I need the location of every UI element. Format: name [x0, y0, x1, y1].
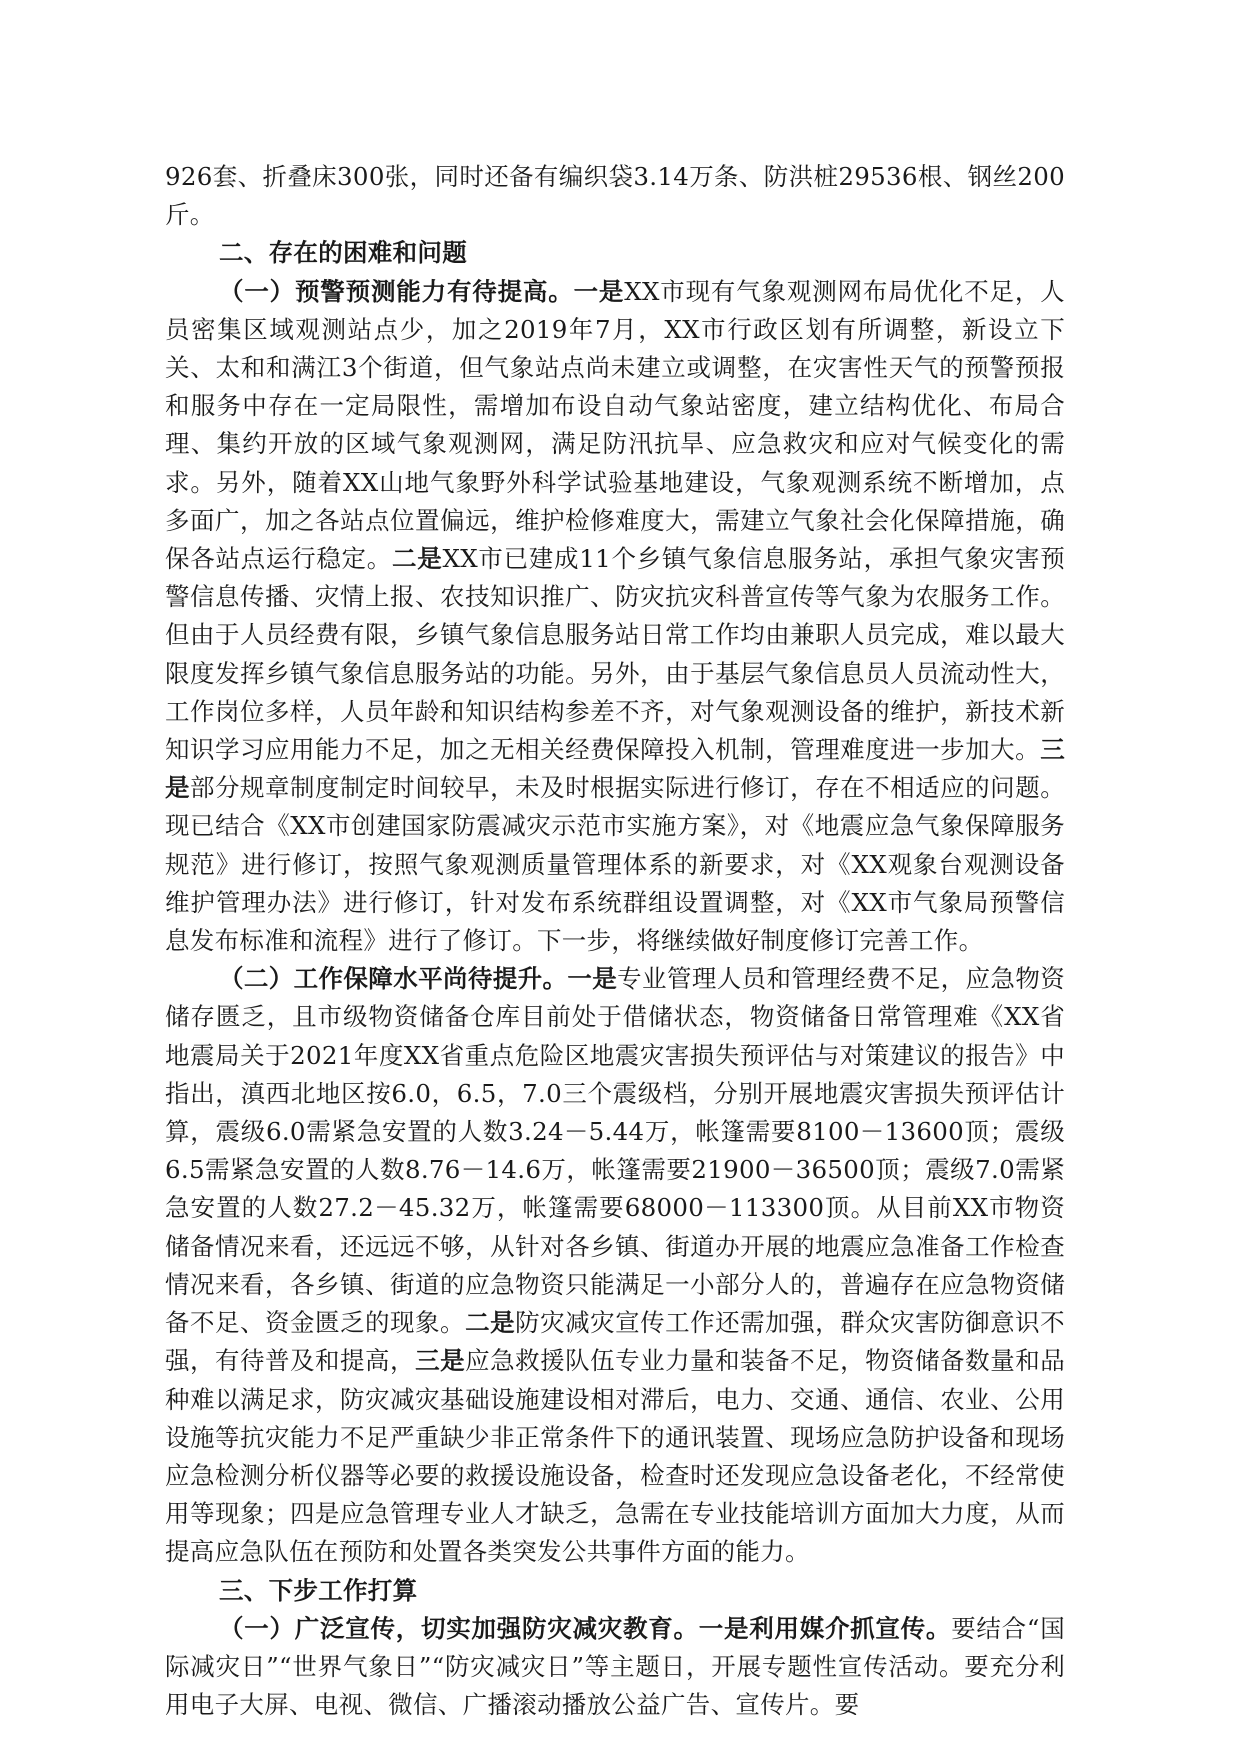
point-marker-2: 二是 [465, 1308, 516, 1338]
paragraph-warning-capacity [165, 273, 1065, 961]
point-text-1: XX市现有气象观测网布局优化不足，人员密集区域观测站点少，加之2019年7月，XX市行政区划有所调整，新设立下关、太和和满江3个街道，但气象站点尚未建立或调整，在灾害性天气的预警预报和服务中存在一定局限性，需增加布设自动气象站密度，建立结构优化、布局合理、集约开放的区域气象观测网，满足防汛抗旱、应急救灾和应对气候变化的需求。另外，随着XX山地气象野外科学试验基地建设，气象观测系统不断增加，点多面广，加之各站点位置偏远，维护检修难度大，需建立气象社会化保障措施，确保各站点运行稳定。 [165, 276, 1065, 574]
point-text-2: 防灾减灾宣传工作还需加强，群众灾害防御意识不强，有待普及和提高， [165, 1308, 1065, 1376]
point-marker-1: 一是利用媒介抓宣传。 [698, 1613, 952, 1643]
document-page [165, 158, 1065, 1724]
point-marker-2: 二是 [392, 544, 443, 574]
subheading-guarantee: （二）工作保障水平尚待提升。 [219, 964, 568, 994]
section-heading-2: 二、存在的困难和问题 [219, 238, 467, 268]
point-text-1: 要结合“国际减灾日”“世界气象日”“防灾减灾日”等主题日，开展专题性宣传活动。要充分利用电子大屏、电视、微信、广播滚动播放公益广告、宣传片。要 [165, 1613, 1066, 1720]
point-text-3: 部分规章制度制定时间较早，未及时根据实际进行修订，存在不相适应的问题。现已结合《XX市创建国家防震减灾示范市实施方案》，对《地震应急气象保障服务规范》进行修订，按照气象观测质量管理体系的新要求，对《XX观象台观测设备维护管理办法》进行修订，针对发布系统群组设置调整，对《XX市气象局预警信息发布标准和流程》进行了修订。下一步，将继续做好制度修订完善工作。 [165, 773, 1065, 956]
subheading-warning: （一）预警预测能力有待提高。 [219, 276, 574, 306]
point-marker-3: 三是 [165, 735, 1065, 803]
continued-paragraph: 926套、折叠床300张，同时还备有编织袋3.14万条、防洪桩29536根、钢丝200斤。 [165, 162, 1065, 230]
paragraph-work-guarantee [165, 960, 1065, 1571]
section-heading-3: 三、下步工作打算 [219, 1575, 418, 1605]
point-text-2: XX市已建成11个乡镇气象信息服务站，承担气象灾害预警信息传播、灾情上报、农技知识推广、防灾抗灾科普宣传等气象为农服务工作。但由于人员经费有限，乡镇气象信息服务站日常工作均由兼职人员完成，难以最大限度发挥乡镇气象信息服务站的功能。另外，由于基层气象信息员人员流动性大，工作岗位多样，人员年龄和知识结构参差不齐，对气象观测设备的维护，新技术新知识学习应用能力不足，加之无相关经费保障投入机制，管理难度进一步加大。 [165, 544, 1066, 765]
point-marker-1: 一是 [573, 276, 625, 306]
paragraph-publicity [165, 1610, 1065, 1725]
subheading-publicity: （一）广泛宣传，切实加强防灾减灾教育。 [219, 1613, 699, 1643]
point-text-3: 应急救援队伍专业力量和装备不足，物资储备数量和品种难以满足求，防灾减灾基础设施建设相对滞后，电力、交通、通信、农业、公用设施等抗灾能力不足严重缺少非正常条件下的通讯装置、现场应急防护设备和现场应急检测分析仪器等必要的救援设施设备，检查时还发现应急设备老化，不经常使用等现象；四是应急管理专业人才缺乏，急需在专业技能培训方面加大力度，从而提高应急队伍在预防和处置各类突发公共事件方面的能力。 [165, 1346, 1065, 1567]
point-text-1: 专业管理人员和管理经费不足，应急物资储存匮乏，且市级物资储备仓库目前处于借储状态，物资储备日常管理难《XX省地震局关于2021年度XX省重点危险区地震灾害损失预评估与对策建议的报告》中指出，滇西北地区按6.0，6.5，7.0三个震级档，分别开展地震灾害损失预评估计算，震级6.0需紧急安置的人数3.24－5.44万，帐篷需要8100－13600顶；震级6.5需紧急安置的人数8.76－14.6万，帐篷需要21900－36500顶；震级7.0需紧急安置的人数27.2－45.32万，帐篷需要68000－113300顶。从目前XX市物资储备情况来看，还远远不够，从针对各乡镇、街道办开展的地震应急准备工作检查情况来看，各乡镇、街道的应急物资只能满足一小部分人的，普遍存在应急物资储备不足、资金匮乏的现象。 [165, 964, 1066, 1338]
point-marker-1: 一是 [567, 964, 618, 994]
point-marker-3: 三是 [415, 1346, 466, 1376]
